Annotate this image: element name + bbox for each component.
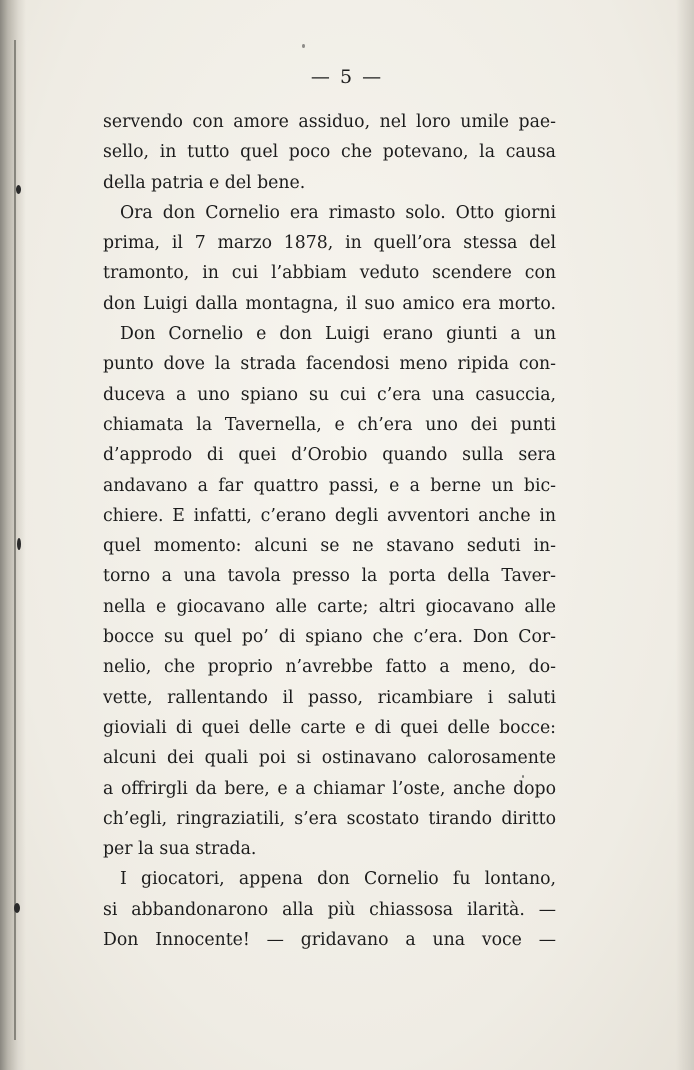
text-line: Don Cornelio e don Luigi erano giunti a un (120, 324, 556, 345)
text-line: chiamata la Tavernella, e ch’era uno dei punti (103, 414, 556, 435)
body-text (103, 107, 556, 955)
text-line: ch’egli, ringraziatili, s’era scostato tirando diritto (103, 808, 556, 829)
text-line: per la sua strada. (103, 839, 257, 860)
text-line: sello, in tutto quel poco che potevano, la causa (103, 142, 556, 163)
text-line: della patria e del bene. (103, 172, 306, 193)
text-line: quel momento: alcuni se ne stavano seduti in- (103, 536, 556, 557)
text-line: servendo con amore assiduo, nel loro umile pae- (103, 112, 556, 132)
text-line: si abbandonarono alla più chiassosa ilarità. — (103, 899, 556, 920)
page-binding-shadow (0, 0, 26, 1070)
text-line: tramonto, in cui l’abbiam veduto scendere con (103, 263, 556, 284)
text-line: gioviali di quei delle carte e di quei delle bocce: (103, 717, 556, 738)
text-line: chiere. E infatti, c’erano degli avventori anche in (103, 505, 556, 526)
ink-speck (16, 185, 21, 194)
text-line: punto dove la strada facendosi meno ripida con- (103, 354, 556, 375)
text-line: Don Innocente! — gridavano a una voce — (103, 930, 556, 951)
text-line: duceva a uno spiano su cui c’era una casuccia, (103, 384, 556, 405)
text-line: bocce su quel po’ di spiano che c’era. Don Cor- (103, 627, 556, 648)
text-line: a offrirgli da bere, e a chiamar l’oste, anche dopo (103, 778, 556, 799)
page-number: — 5 — (310, 66, 384, 88)
text-line: d’approdo di quei d’Orobio quando sulla sera (103, 445, 556, 466)
ink-speck (302, 44, 305, 48)
text-line: I giocatori, appena don Cornelio fu lontano, (120, 869, 556, 890)
text-line: alcuni dei quali poi si ostinavano calorosamente (103, 748, 556, 769)
ink-speck (522, 775, 524, 778)
text-line: nella e giocavano alle carte; altri giocavano alle (103, 596, 556, 617)
text-line: torno a una tavola presso la porta della Taver- (103, 566, 556, 587)
text-line: vette, rallentando il passo, ricambiare i saluti (103, 687, 556, 708)
text-line: Ora don Cornelio era rimasto solo. Otto giorni (120, 202, 556, 223)
text-line: don Luigi dalla montagna, il suo amico era morto. (103, 293, 556, 314)
text-line: nelio, che proprio n’avrebbe fatto a meno, do- (103, 657, 556, 678)
ink-speck (17, 538, 21, 550)
text-line: andavano a far quattro passi, e a berne un bic- (103, 475, 556, 496)
ink-speck (14, 903, 20, 913)
page-right-shadow (676, 0, 694, 1070)
text-line: prima, il 7 marzo 1878, in quell’ora stessa del (103, 233, 556, 254)
